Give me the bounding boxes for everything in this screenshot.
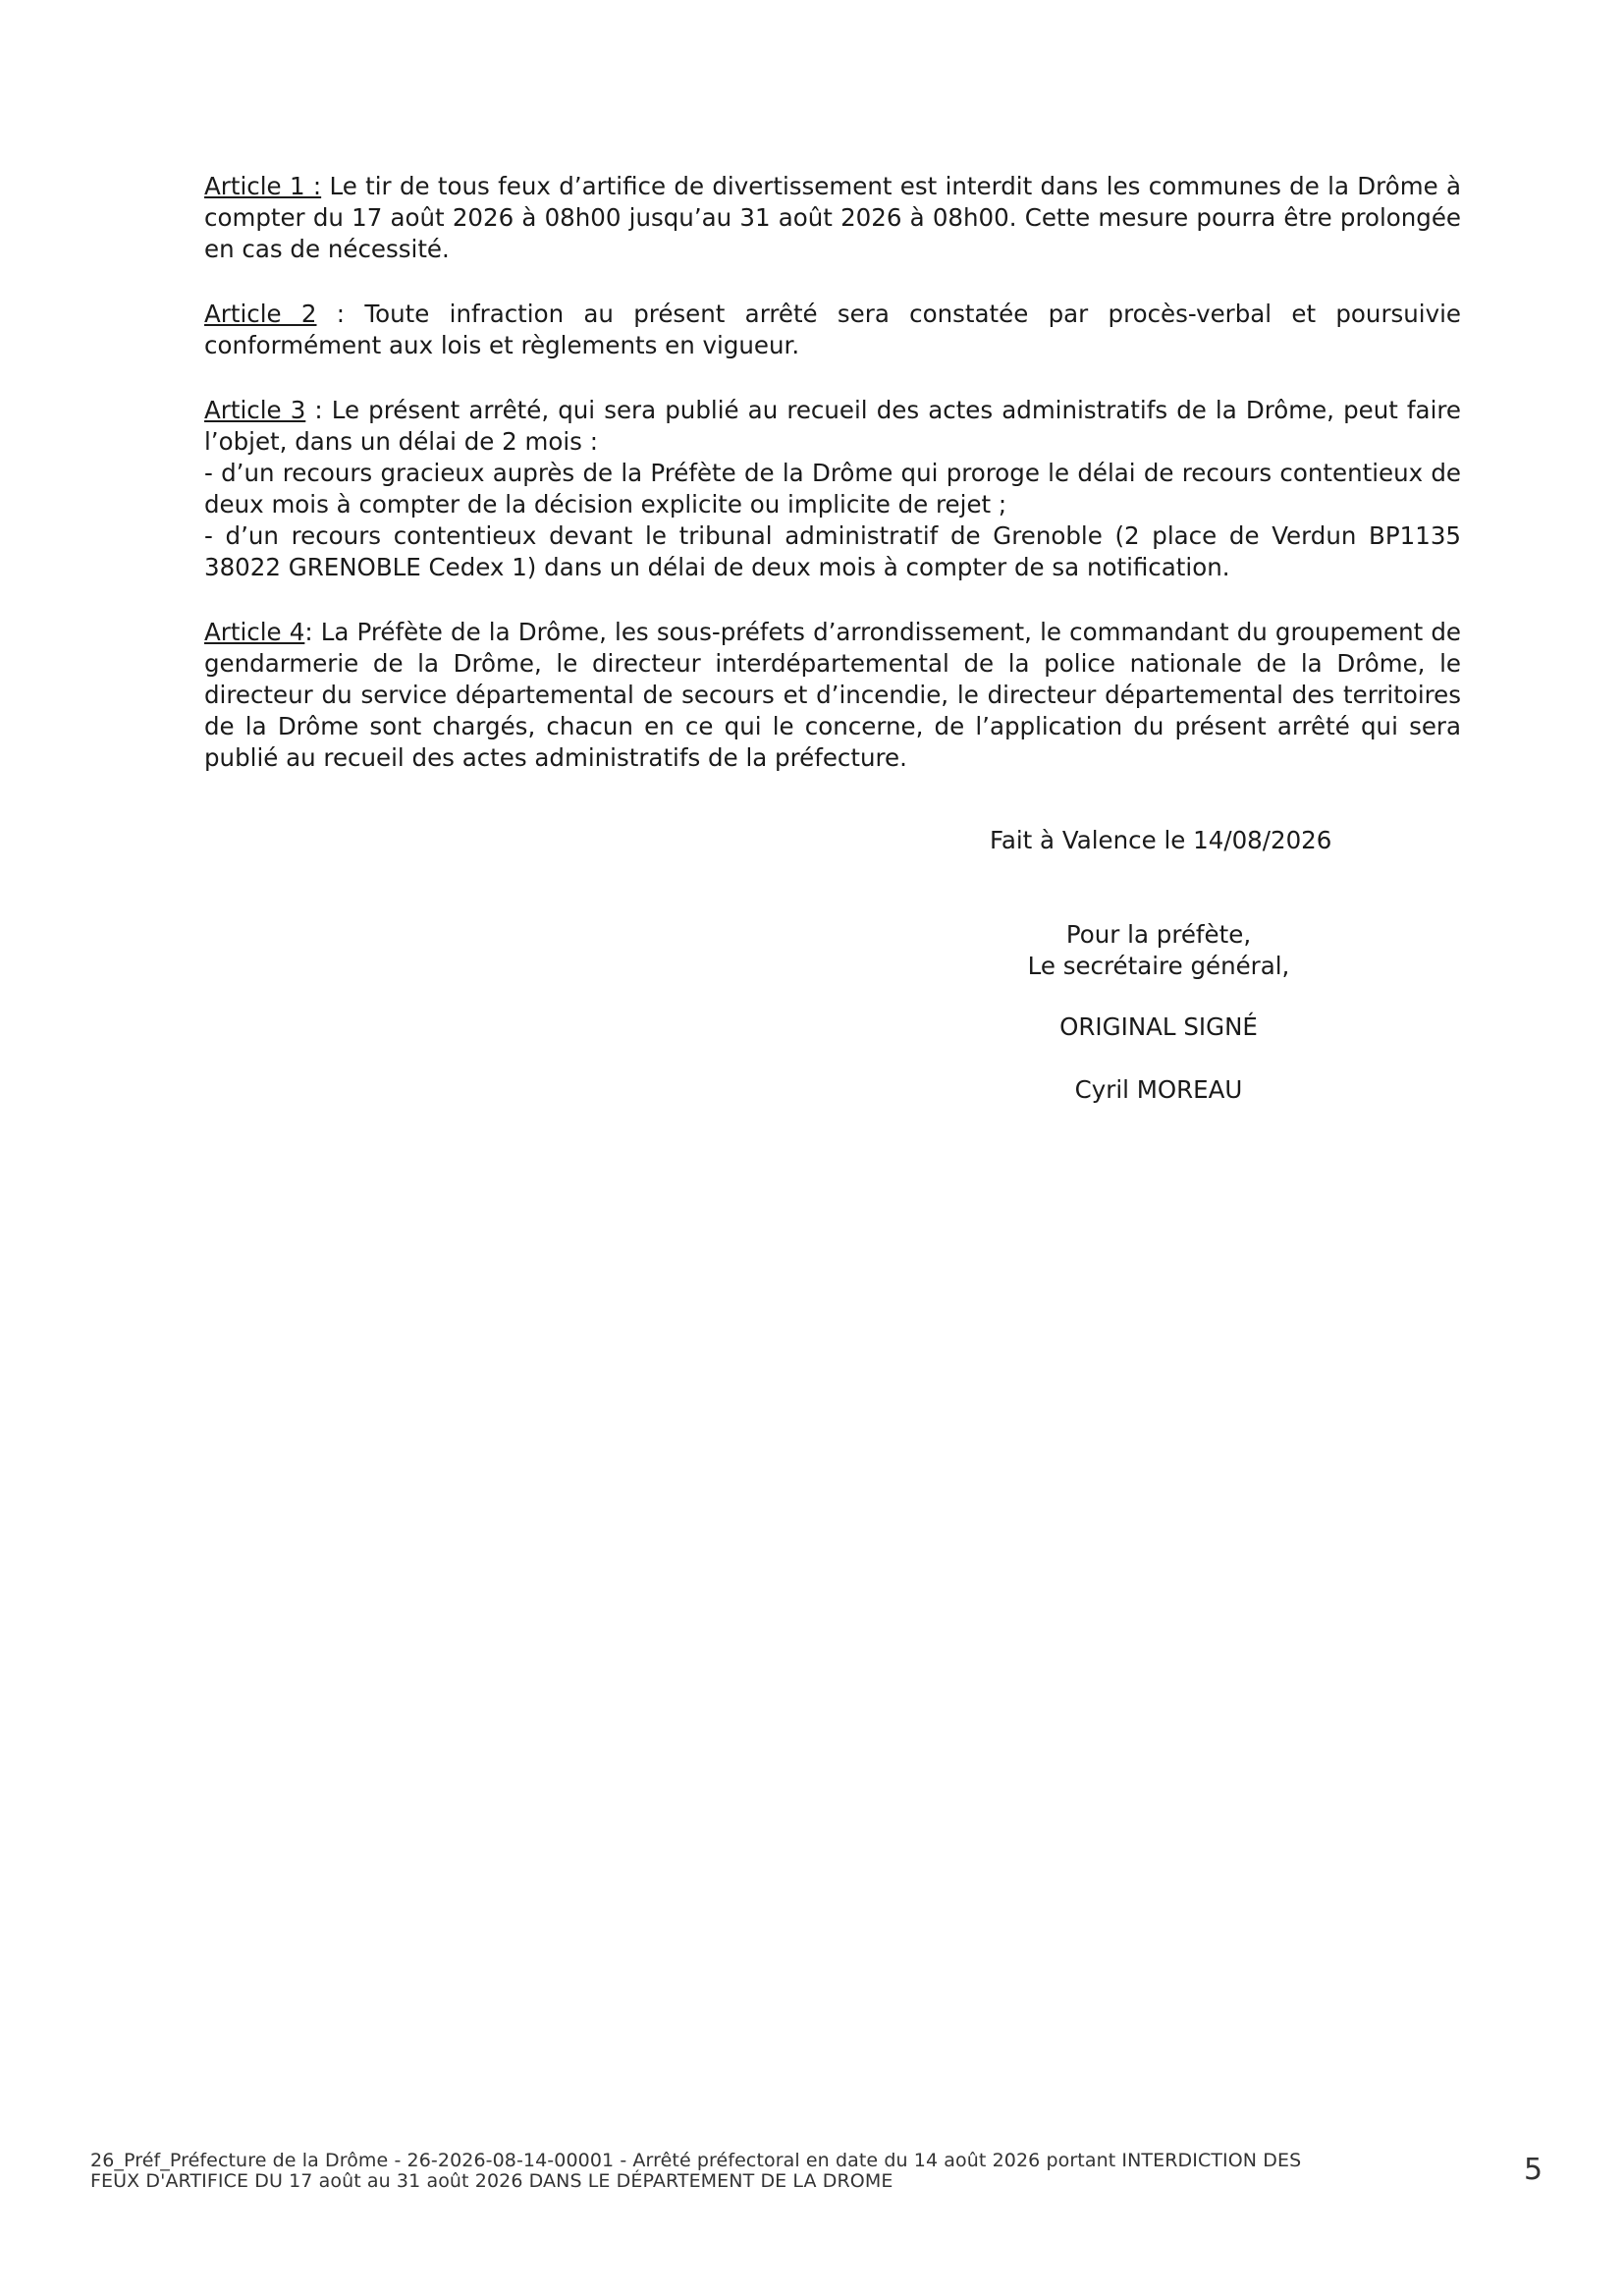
article-3-label: Article 3: [204, 396, 306, 424]
article-3-item-recours-contentieux: - d’un recours contentieux devant le tribunal administratif de Grenoble (2 place de Verdun BP1135 38022 GRENOBLE Cedex 1) dans un délai de deux mois à compter de sa notification.: [204, 521, 1461, 581]
article-1: [204, 171, 1461, 265]
article-4-label: Article 4: [204, 618, 305, 646]
footer-line-1: 26_Préf_Préfecture de la Drôme - 26-2026-08-14-00001 - Arrêté préfectoral en date du 14 août 2026 portant INTERDICTION DES: [90, 2150, 1302, 2171]
article-1-label: Article 1 :: [204, 172, 322, 200]
page-number: 5: [1524, 2153, 1543, 2187]
signature-line-1: Pour la préfète,: [1065, 920, 1252, 949]
article-4-text: : La Préfète de la Drôme, les sous-préfets d’arrondissement, le commandant du groupement de gendarmerie de la Drôme, le directeur interdépartemental de la police nationale de la Drôme, le directeur du service départemental de secours et d’incendie, le directeur départemental des territoires de la Drôme sont chargés, chacun en ce qui le concerne, de l’application du présent arrêté qui sera publié au recueil des actes administratifs de la préfecture.: [204, 618, 1461, 772]
article-3-text: : Le présent arrêté, qui sera publié au recueil des actes administratifs de la Drôme, peut faire l’objet, dans un délai de 2 mois :: [204, 396, 1461, 456]
article-4-paragraph: [204, 617, 1461, 774]
article-4: [204, 617, 1461, 774]
article-3: [204, 395, 1461, 583]
article-1-text: Le tir de tous feux d’artifice de divertissement est interdit dans les communes de la Drôme à compter du 17 août 2026 à 08h00 jusqu’au 31 août 2026 à 08h00. Cette mesure pourra être prolongée en cas de nécessité.: [204, 172, 1461, 263]
document-body: [204, 171, 1461, 807]
signature-place-date: Fait à Valence le 14/08/2026: [990, 826, 1332, 854]
signature-authority: [962, 919, 1355, 982]
article-2: [204, 299, 1461, 361]
signature-original-mention: ORIGINAL SIGNÉ: [1059, 1012, 1258, 1041]
article-3-item-recours-gracieux: - d’un recours gracieux auprès de la Préfète de la Drôme qui proroge le délai de recours contentieux de deux mois à compter de la décision explicite ou implicite de rejet ;: [204, 459, 1461, 519]
article-2-paragraph: [204, 299, 1461, 361]
article-1-paragraph: [204, 171, 1461, 265]
footer-line-2: FEUX D'ARTIFICE DU 17 août au 31 août 2026 DANS LE DÉPARTEMENT DE LA DROME: [90, 2170, 893, 2192]
article-2-label: Article 2: [204, 300, 317, 328]
signatory-name: Cyril MOREAU: [1074, 1075, 1243, 1104]
signature-line-2: Le secrétaire général,: [1027, 952, 1290, 980]
article-2-text: : Toute infraction au présent arrêté sera constatée par procès-verbal et poursuivie conformément aux lois et règlements en vigueur.: [204, 300, 1461, 359]
page-footer: [90, 2151, 1426, 2192]
article-3-paragraph: [204, 395, 1461, 458]
